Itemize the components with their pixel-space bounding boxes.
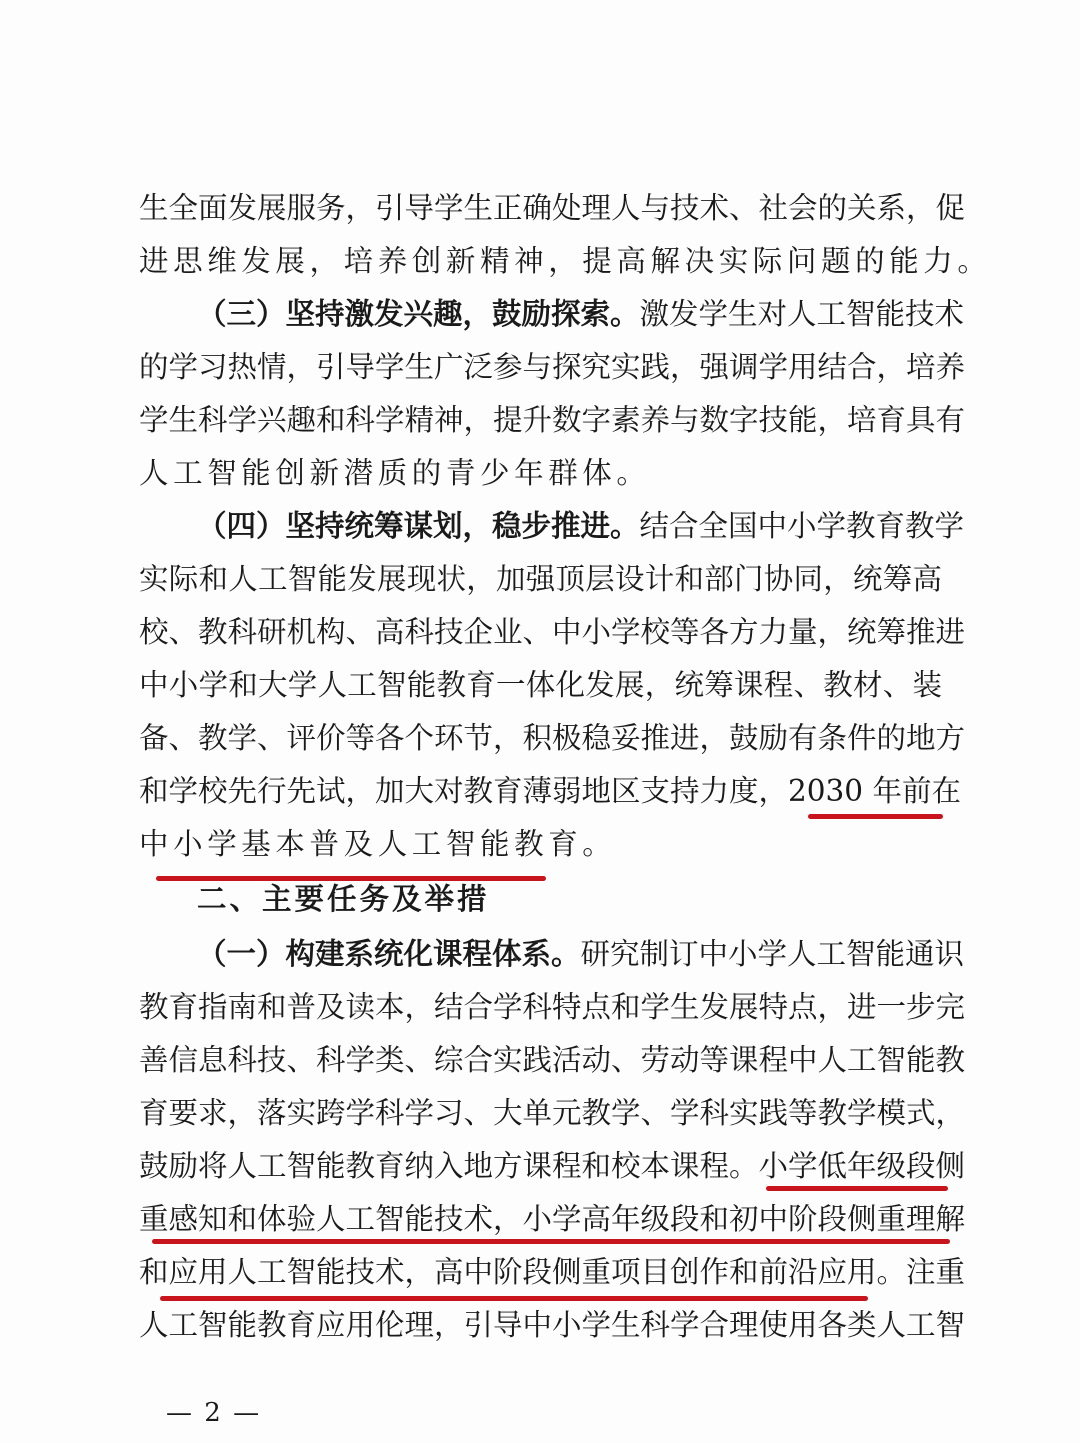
text-line: 重感知和体验人工智能技术，小学高年级段和初中阶段侧重理解 [139,1202,966,1236]
text-line: 育要求，落实跨学科学习、大单元教学、学科实践等教学模式， [139,1096,966,1130]
text-line: 生全面发展服务，引导学生正确处理人与技术、社会的关系，促 [139,191,966,225]
task-1-lead: （一）构建系统化课程体系。 [197,936,581,971]
task-1-first-line [197,928,965,980]
principle-3-first-line [197,288,965,340]
text-line: 和应用人工智能技术，高中阶段侧重项目创作和前沿应用。注重 [139,1255,966,1289]
text-line: 善信息科技、科学类、综合实践活动、劳动等课程中人工智能教 [139,1043,966,1077]
highlight-underline [766,1186,948,1191]
text-line: 教育指南和普及读本，结合学科特点和学生发展特点，进一步完 [139,990,966,1024]
text-line: 人工智能教育应用伦理，引导中小学生科学合理使用各类人工智 [139,1308,966,1342]
principle-4-first-line [197,500,965,552]
principle-3-lead: （三）坚持激发兴趣，鼓励探索。 [197,296,640,331]
task-1-text: 研究制订中小学人工智能通识 [580,937,965,971]
text-line: 实际和人工智能发展现状，加强顶层设计和部门协同，统筹高 [139,562,942,596]
section-heading: 二、主要任务及举措 [197,882,490,916]
text-line: 校、教科研机构、高科技企业、中小学校等各方力量，统筹推进 [139,615,966,649]
principle-4-text: 结合全国中小学教育教学 [639,509,965,543]
text-line: 学生科学兴趣和科学精神，提升数字素养与数字技能，培育具有 [139,403,966,437]
text-line: 进思维发展，培养创新精神，提高解决实际问题的能力。 [139,244,992,278]
text-line: 鼓励将人工智能教育纳入地方课程和校本课程。小学低年级段侧 [139,1149,966,1183]
principle-4-lead: （四）坚持统筹谋划，稳步推进。 [197,508,640,543]
principle-3-text: 激发学生对人工智能技术 [639,297,965,331]
highlight-underline [160,1296,868,1301]
highlight-underline [808,814,943,819]
page-number: — 2 — [166,1398,262,1428]
text-line: 备、教学、评价等各个环节，积极稳妥推进，鼓励有条件的地方 [139,721,966,755]
text-line: 人工智能创新潜质的青少年群体。 [139,456,651,490]
text-line: 中小学和大学人工智能教育一体化发展，统筹课程、教材、装 [139,668,942,702]
text-line: 的学习热情，引导学生广泛参与探究实践，强调学用结合，培养 [139,350,966,384]
highlight-underline [152,1239,950,1244]
text-line: 和学校先行先试，加大对教育薄弱地区支持力度，2030 年前在 [139,774,961,808]
text-line: 中小学基本普及人工智能教育。 [139,827,617,861]
